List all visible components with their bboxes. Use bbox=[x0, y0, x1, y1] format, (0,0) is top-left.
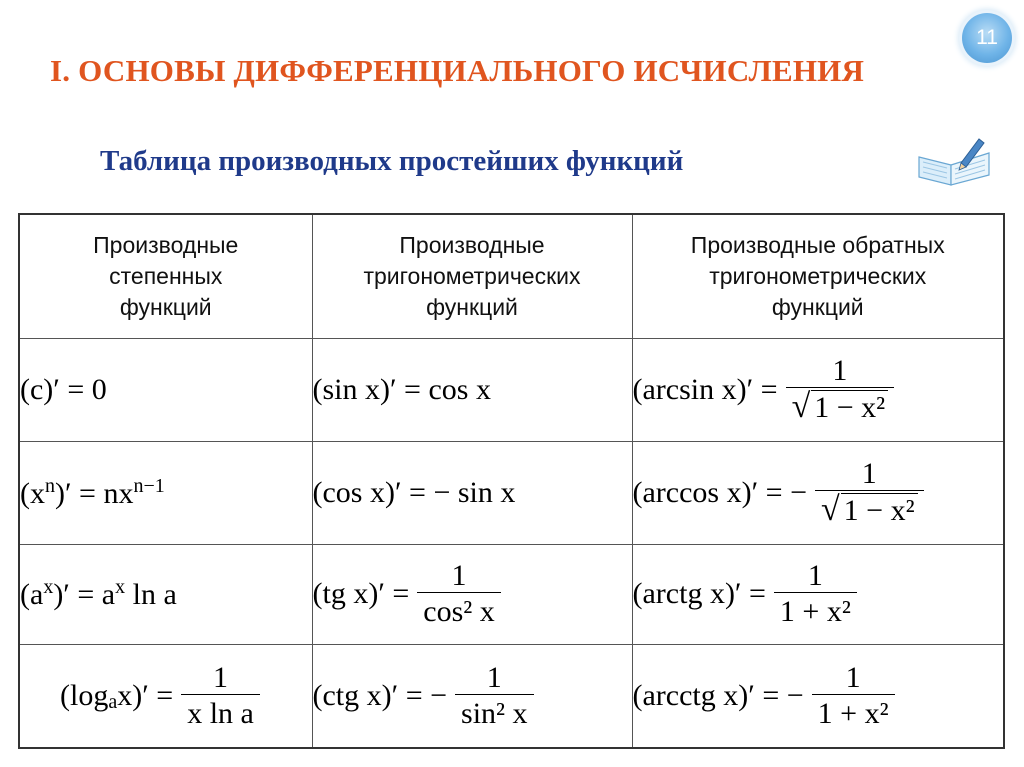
header-power-functions: Производные степенных функций bbox=[19, 214, 312, 338]
formula-arccos: (arccos x)′ = − 1 √ 1 − x² bbox=[632, 441, 1004, 544]
table-row bbox=[19, 544, 1004, 644]
formula-cos: (cos x)′ = − sin x bbox=[312, 441, 632, 544]
formula-arcsin: (arcsin x)′ = 1 √ 1 − x² bbox=[632, 338, 1004, 441]
table-row bbox=[19, 441, 1004, 544]
formula-sin: (sin x)′ = cos x bbox=[312, 338, 632, 441]
slide-number-badge: 11 bbox=[962, 13, 1012, 63]
open-book-pen-icon bbox=[915, 135, 993, 187]
formula-exponential: $(a^x)' = a^x$ ln a bbox=[19, 544, 312, 644]
formula-arcctg: (arcctg x)′ = − $\frac{1}{\text{1 + x²}}$ bbox=[632, 644, 1004, 748]
table-header-row bbox=[19, 214, 1004, 338]
formula-logarithm: (log $_a$ x)′ = $\frac{1}{\text{x ln a}}$ bbox=[19, 644, 312, 748]
formula-tg: (tg x)′ = $\frac{1}{\text{cos² x}}$ bbox=[312, 544, 632, 644]
formula-arctg: (arctg x)′ = $\frac{1}{\text{1 + x²}}$ bbox=[632, 544, 1004, 644]
section-title: I. ОСНОВЫ ДИФФЕРЕНЦИАЛЬНОГО ИСЧИСЛЕНИЯ bbox=[50, 53, 865, 88]
header-inverse-trig-functions: Производные обратных тригонометрических функций bbox=[632, 214, 1004, 338]
formula-power: $(x^n)' = nx^{n-1}$ bbox=[19, 441, 312, 544]
header-trig-functions: Производные тригонометрических функций bbox=[312, 214, 632, 338]
formula-constant: (c)′ = 0 bbox=[19, 338, 312, 441]
table-title: Таблица производных простейших функций bbox=[100, 145, 684, 177]
formula-ctg: (ctg x)′ = − $\frac{1}{\text{sin² x}}$ bbox=[312, 644, 632, 748]
derivatives-table bbox=[18, 213, 1005, 749]
table-row bbox=[19, 338, 1004, 441]
table-row bbox=[19, 644, 1004, 748]
